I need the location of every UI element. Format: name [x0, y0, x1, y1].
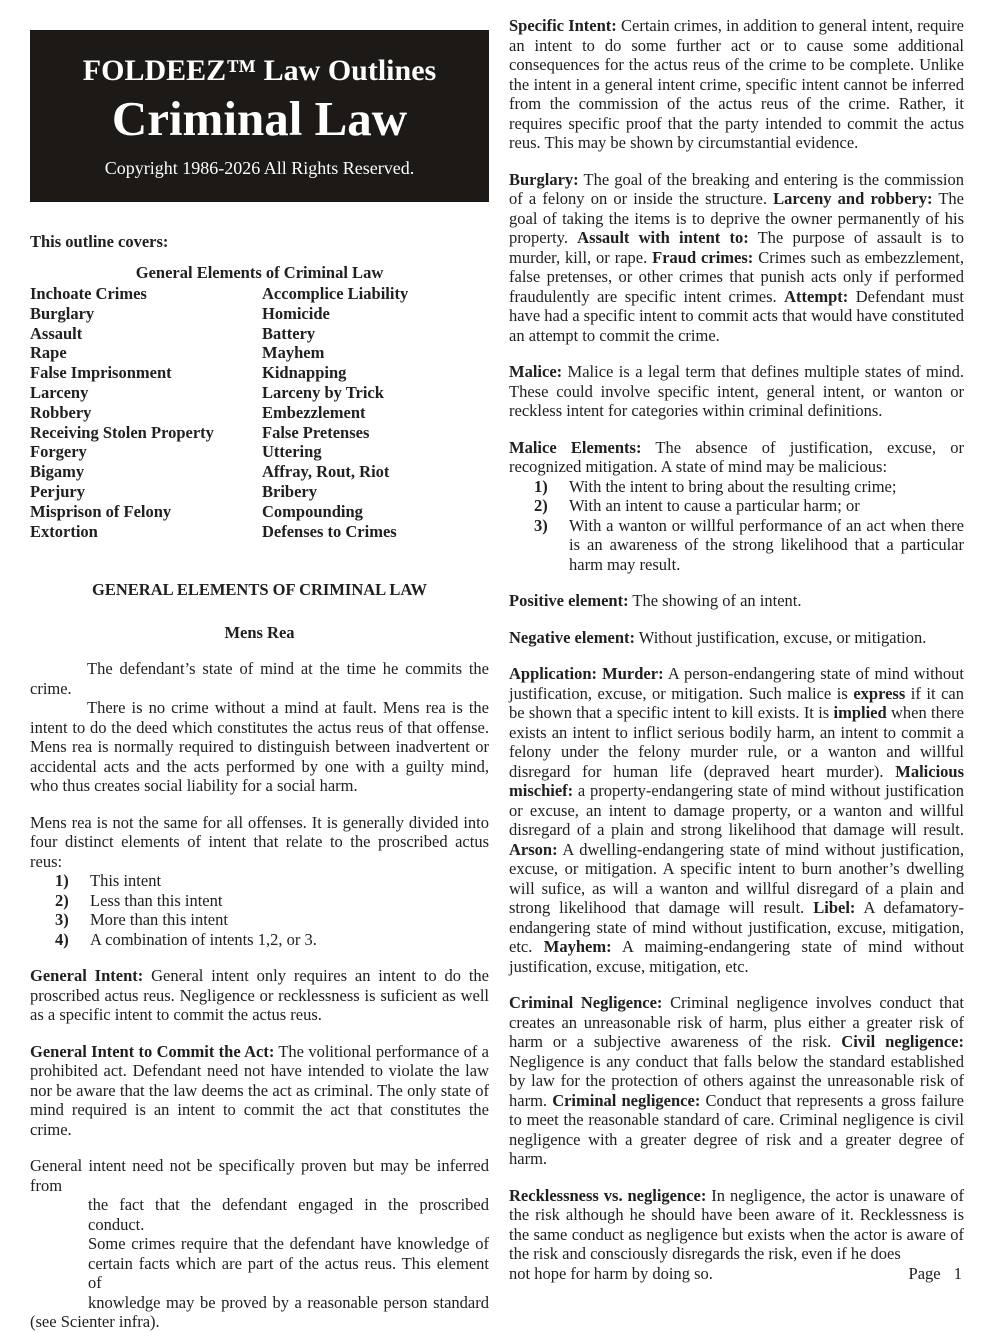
numbered-list	[509, 477, 964, 575]
covers-item: Burglary	[30, 303, 95, 323]
right-column	[509, 16, 964, 1283]
page-title: Criminal Law	[111, 91, 408, 146]
bold-run: implied	[833, 703, 887, 722]
covers-label: This outline covers:	[30, 232, 169, 251]
numbered-list	[30, 871, 489, 949]
bold-run: Criminal negligence:	[552, 1090, 701, 1110]
bold-run: Larceny and robbery:	[773, 189, 933, 208]
bold-run: Civil negligence:	[841, 1032, 964, 1051]
bold-run: Fraud crimes:	[652, 247, 754, 267]
covers-item: Misprison of Felony	[30, 501, 172, 521]
text-run: A defamatory-endangering state of mind without justification, excuse, mitigation, etc.	[509, 898, 964, 956]
text-run: Certain crimes, in addition to general intent, require an intent to do some further act or to cause some additional consequences for the actus reus of the crime to be complete. Unlike the intent in a general intent crime, specific intent cannot be inferred from the commission of the actus reus of the crime. Rather, it requires specific proof that the party intended to commit the actus reus. This may be shown by circumstantial evidence.	[509, 16, 964, 152]
paragraph	[509, 362, 964, 421]
paragraph-line: knowledge may be proved by a reasonable person standard	[88, 1292, 489, 1312]
paragraph-line: not hope for harm by doing so.	[509, 1263, 713, 1283]
covers-item: Larceny	[30, 382, 89, 402]
text-run: A person-endangering state of mind without justification, excuse, or mitigation. Such malice is	[509, 664, 965, 703]
text-run: Mens rea is not the same for all offenses. It is generally divided into four distinct elements of intent that relate to the proscribed actus reus:	[30, 812, 489, 871]
left-column	[30, 232, 489, 1332]
paragraph-line: Some crimes require that the defendant have knowledge of	[88, 1234, 489, 1254]
paragraph	[30, 966, 489, 1025]
list-item-number: 3)	[534, 515, 548, 535]
covers-item: Extortion	[30, 521, 98, 541]
list-item-number: 3)	[55, 910, 69, 930]
list-item-number: 2)	[534, 496, 548, 515]
text-run: The purpose of assault is to murder, kill, or rape.	[509, 228, 964, 267]
list-item	[509, 477, 964, 497]
paragraph	[30, 698, 489, 796]
bold-run: Positive element:	[509, 591, 629, 610]
list-item	[30, 930, 489, 950]
paragraph-line: (see Scienter infra).	[30, 1312, 160, 1332]
covers-item: Assault	[30, 323, 83, 343]
doc-header	[30, 30, 489, 202]
bold-run: General Intent:	[30, 966, 144, 986]
covers-section	[30, 232, 489, 541]
list-item-text: This intent	[90, 871, 162, 891]
paragraph	[30, 1042, 489, 1140]
covers-item: Inchoate Crimes	[30, 284, 147, 303]
bold-run: Negative element:	[509, 627, 635, 647]
text-run: Conduct that represents a gross failure to meet the reasonable standard of care. Criminal negligence is civil negligence with a greater degree of risk and a greater degree of harm.	[509, 1090, 964, 1168]
covers-item: Battery	[262, 323, 316, 343]
bold-run: Malicious mischief:	[509, 761, 964, 800]
list-item-text: With the intent to bring about the resulting crime;	[569, 476, 897, 496]
paragraph	[509, 993, 964, 1169]
bold-run: Burglary:	[509, 169, 579, 189]
text-run: In negligence, the actor is unaware of the risk although he should have been aware of it. Recklessness is the same conduct as negligence but exists when the actor is aware of the risk and consciously disregards the risk, even if he does	[509, 1185, 964, 1263]
list-item-text: Less than this intent	[90, 890, 223, 910]
text-run: Negligence is any conduct that falls below the standard established by law for the protection of others against the unreasonable risk of harm.	[509, 1051, 964, 1110]
paragraph	[509, 16, 964, 153]
covers-item: Embezzlement	[262, 402, 366, 422]
list-item-text: With a wanton or willful performance of an act when there is an awareness of the strong likelihood that a particular harm may result.	[569, 515, 964, 574]
bold-run: Attempt:	[784, 286, 849, 306]
paragraph	[509, 628, 964, 648]
paragraph	[509, 438, 964, 477]
bold-run: Arson:	[509, 839, 558, 859]
text-run: a property-endangering state of mind without justification or excuse, an intent to damage property, or a wanton and willful disregard of a plain and strong likelihood that damage will result.	[509, 781, 964, 839]
text-run: General intent only requires an intent to do the proscribed actus reus. Negligence or recklessness is suficient as well as a specific intent to commit the actus reus.	[30, 966, 489, 1025]
covers-item: Defenses to Crimes	[262, 521, 397, 541]
list-item	[30, 891, 489, 911]
text-run: The defendant’s state of mind at the time he commits the crime.	[30, 659, 489, 698]
list-item-text: With an intent to cause a particular harm; or	[569, 496, 860, 515]
section-heading: GENERAL ELEMENTS OF CRIMINAL LAW	[92, 580, 427, 600]
list-item-number: 1)	[534, 476, 548, 496]
covers-item: Affray, Rout, Riot	[262, 462, 390, 482]
covers-item: False Pretenses	[262, 422, 370, 442]
text-run: A dwelling-endangering state of mind without justification, excuse, or mitigation. A specific intent to burn another’s dwelling will sufice, as will a wanton and willful disregard of a plain and strong likelihood that damage will result.	[509, 839, 964, 917]
paragraph-line: General intent need not be specifically proven but may be inferred from	[30, 1156, 489, 1195]
covers-item: Robbery	[30, 402, 92, 422]
bold-run: General Intent to Commit the Act:	[30, 1041, 275, 1061]
bold-run: Mayhem:	[543, 937, 612, 956]
bold-run: Criminal Negligence:	[509, 993, 663, 1012]
covers-list-right	[262, 284, 489, 541]
bold-run: express	[853, 683, 906, 703]
text-run: Criminal negligence involves conduct that creates an unreasonable risk of harm, plus either a greater risk of harm or a subjective awareness of the risk.	[509, 993, 965, 1051]
covers-lists	[30, 284, 489, 541]
covers-item: Homicide	[262, 303, 330, 323]
text-run: Crimes such as embezzlement, false pretenses, or other crimes that punish acts only if performed fraudulently are specific intent crimes.	[509, 247, 964, 306]
covers-heading: General Elements of Criminal Law	[135, 262, 384, 282]
paragraph	[509, 170, 964, 346]
covers-item: Larceny by Trick	[262, 382, 384, 402]
text-run: The volitional performance of a prohibited act. Defendant need not have intended to violate the law nor be aware that the law deems the act as criminal. The only state of mind required is an intent to commit the act that constitutes the crime.	[30, 1041, 489, 1139]
covers-item: Uttering	[262, 442, 322, 462]
bold-run: Malice:	[509, 362, 563, 381]
covers-item: Rape	[30, 343, 67, 363]
text-run: when there exists an intent to inflict serious bodily harm, an intent to commit a felony under the felony murder rule, or a wanton and willful disregard for human life (depraved heart murder).	[509, 703, 964, 781]
covers-item: False Imprisonment	[30, 363, 172, 383]
paragraph	[30, 1156, 489, 1332]
bold-run: Libel:	[813, 898, 856, 917]
text-run: Without justification, excuse, or mitigation.	[634, 627, 927, 647]
covers-item: Bigamy	[30, 462, 85, 482]
mens-rea-heading: Mens Rea	[224, 622, 295, 642]
covers-item: Mayhem	[262, 343, 325, 363]
covers-item: Compounding	[262, 501, 363, 521]
paragraph	[30, 659, 489, 698]
text-run: The goal of the breaking and entering is the commission of a felony on or inside the structure.	[509, 169, 964, 208]
text-run: There is no crime without a mind at fault. Mens rea is the intent to do the deed which constitutes the actus reus of that offense. Mens rea is normally required to distinguish between inadvertent or accidental acts and the acts performed by one with a guilty mind, who thus creates social liability for a social harm.	[30, 698, 489, 796]
paragraph	[509, 591, 964, 611]
left-column-body	[30, 580, 489, 1332]
list-item-number: 1)	[55, 871, 69, 891]
list-item-number: 2)	[55, 890, 69, 910]
list-item-text: A combination of intents 1,2, or 3.	[90, 929, 317, 949]
text-run: The absence of justification, excuse, or recognized mitigation. A state of mind may be malicious:	[509, 437, 964, 476]
text-run: if it can be shown that a specific intent to kill exists. It is	[509, 683, 964, 722]
page-number: Page 1	[908, 1263, 962, 1283]
covers-list-left	[30, 284, 262, 541]
text-run: Malice is a legal term that defines multiple states of mind. These could involve specific intent, general intent, or wanton or reckless intent for categories within criminal definitions.	[509, 362, 964, 420]
list-item	[30, 871, 489, 891]
covers-item: Receiving Stolen Property	[30, 422, 214, 442]
list-item	[509, 496, 964, 516]
bold-run: Recklessness vs. negligence:	[509, 1185, 707, 1205]
footer-row	[509, 1264, 964, 1284]
covers-item: Accomplice Liability	[262, 284, 409, 303]
bold-run: Application: Murder:	[509, 664, 664, 683]
paragraph	[509, 664, 964, 976]
copyright-line: Copyright 1986-2026 All Rights Reserved.	[104, 158, 415, 178]
list-item-text: More than this intent	[90, 910, 228, 930]
text-run: The showing of an intent.	[628, 591, 802, 610]
paragraph	[30, 813, 489, 872]
list-item-number: 4)	[55, 929, 69, 949]
bold-run: Malice Elements:	[509, 437, 642, 457]
list-item	[509, 516, 964, 575]
text-run: The goal of taking the items is to deprive the owner permanently of his property.	[509, 189, 964, 247]
text-run: A maiming-endangering state of mind without justification, excuse, mitigation, etc.	[509, 937, 964, 976]
brand-title: FOLDEEZ™ Law Outlines	[82, 54, 437, 87]
text-run: Defendant must have had a specific intent to commit acts that would have constituted an attempt to commit the crime.	[509, 286, 964, 345]
list-item	[30, 910, 489, 930]
paragraph	[509, 1186, 964, 1264]
covers-item: Kidnapping	[262, 363, 347, 383]
covers-item: Perjury	[30, 481, 85, 501]
covers-item: Forgery	[30, 442, 87, 462]
bold-run: Specific Intent:	[509, 16, 617, 35]
bold-run: Assault with intent to:	[577, 228, 749, 247]
covers-item: Bribery	[262, 481, 317, 501]
paragraph-line: the fact that the defendant engaged in the proscribed conduct.	[88, 1195, 489, 1234]
paragraph-line: certain facts which are part of the actus reus. This element of	[88, 1253, 489, 1293]
